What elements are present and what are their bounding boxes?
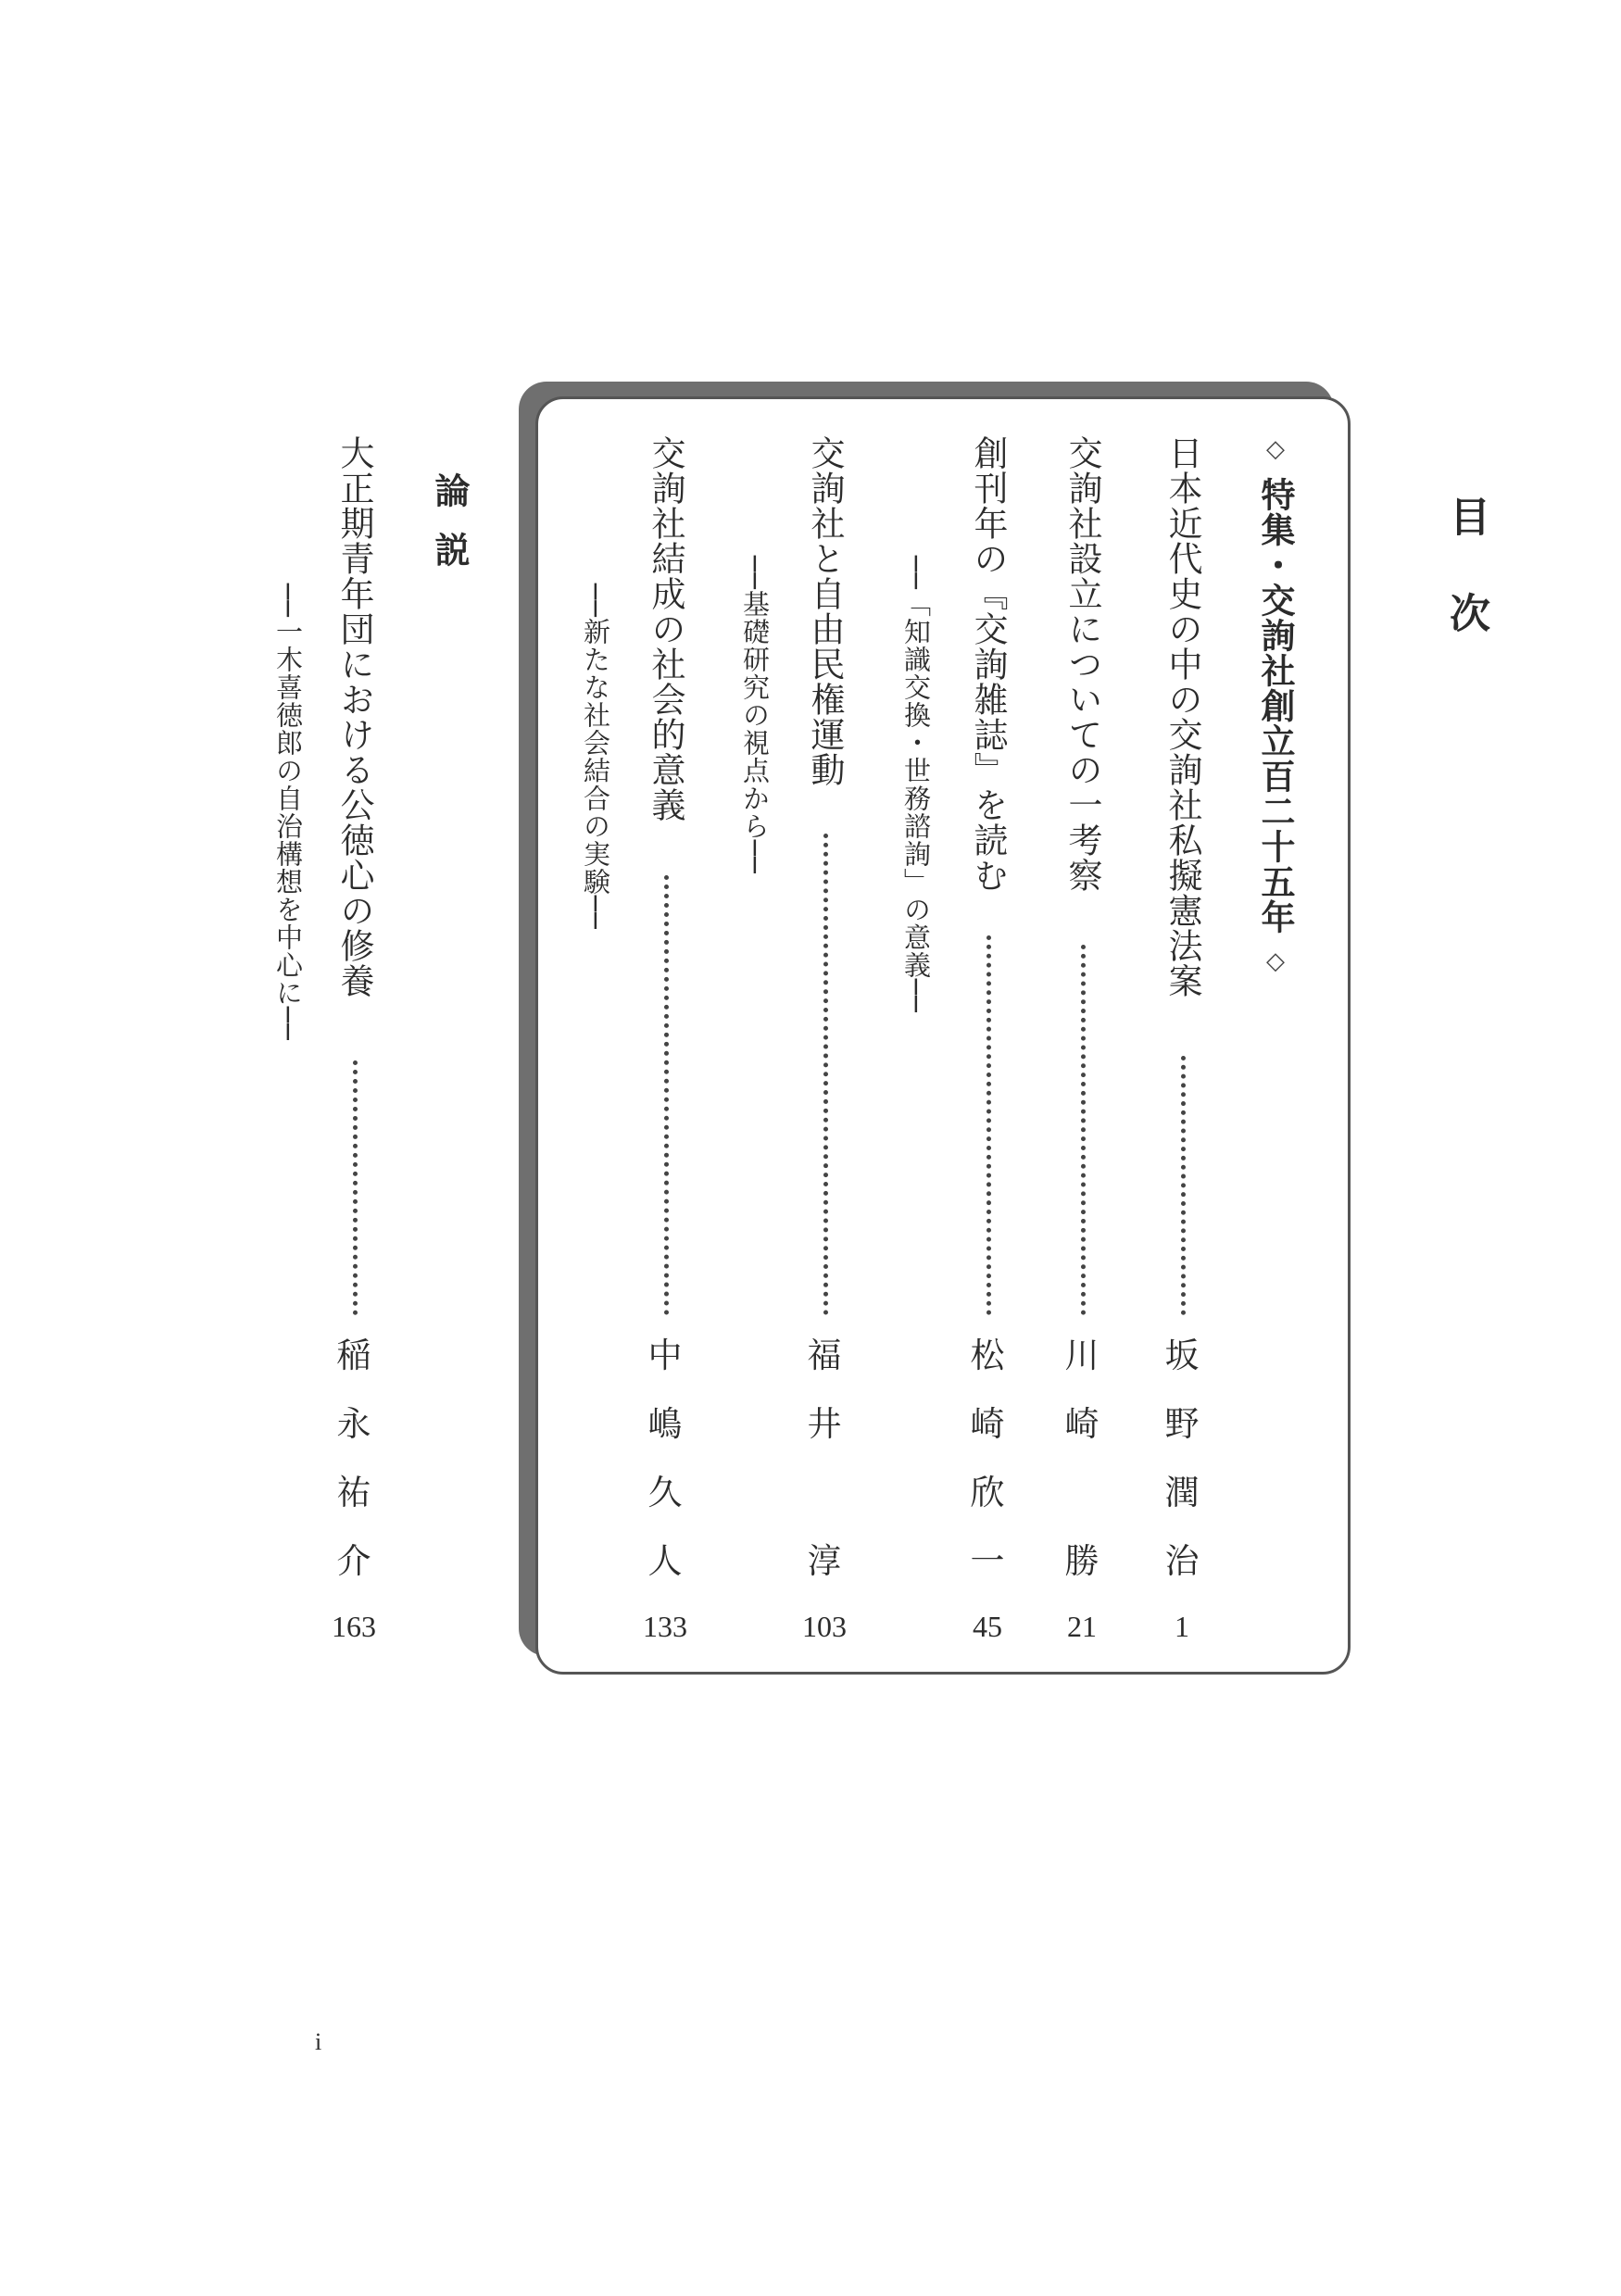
toc-entry-subtitle: ──一木喜徳郎の自治構想を中心に── (272, 583, 304, 1041)
toc-entry-subtitle: ──基礎研究の視点から── (739, 556, 771, 874)
ornament-top-icon: ◇ (1262, 435, 1289, 464)
leader-dots (1081, 945, 1086, 1315)
toc-entry-page[interactable]: 103 (802, 1610, 847, 1643)
toc-entry-author: 中 嶋 久 人 (647, 1336, 683, 1581)
toc-entry-title[interactable]: 日本近代史の中の交詢社私擬憲法案 (1162, 435, 1202, 998)
toc-entry-page[interactable]: 1 (1175, 1610, 1189, 1643)
leader-dots (353, 1060, 358, 1315)
toc-entry-title[interactable]: 交詢社と自由民権運動 (805, 435, 845, 787)
toc-entry-title[interactable]: 創刊年の『交詢雑誌』を読む (968, 435, 1008, 893)
feature-heading-text: 特集・交詢社創立百二十五年 (1255, 476, 1296, 935)
leader-dots (664, 875, 669, 1315)
toc-entry-page[interactable]: 45 (973, 1610, 1002, 1643)
toc-entry-title[interactable]: 大正期青年団における公徳心の修養 (334, 435, 374, 998)
toc-entry-author: 川 崎 勝 (1064, 1336, 1100, 1581)
toc-entry-page[interactable]: 21 (1067, 1610, 1097, 1643)
page-number: i (315, 2028, 322, 2055)
toc-entry-page[interactable]: 163 (332, 1610, 376, 1643)
ornament-bottom-icon: ◇ (1262, 947, 1289, 976)
leader-dots (823, 834, 828, 1315)
toc-entry-page[interactable]: 133 (643, 1610, 687, 1643)
toc-entry-author: 福 井 淳 (807, 1336, 842, 1581)
leader-dots (986, 935, 991, 1315)
toc-entry-subtitle: ──新たな社会結合の実験── (580, 583, 611, 930)
section-heading: 論説 (429, 472, 471, 591)
leader-dots (1181, 1056, 1186, 1315)
toc-entry-author: 松 崎 欣 一 (970, 1336, 1005, 1581)
page-title: 目次 (1442, 496, 1489, 688)
toc-entry-title[interactable]: 交詢社設立についての一考察 (1062, 435, 1102, 893)
toc-entry-author: 坂 野 潤 治 (1164, 1336, 1200, 1581)
feature-heading (1255, 435, 1296, 976)
toc-entry-title[interactable]: 交詢社結成の社会的意義 (646, 435, 685, 822)
toc-entry-author: 稲 永 祐 介 (336, 1336, 371, 1581)
toc-entry-subtitle: ──「知識交換・世務諮詢」の意義── (900, 556, 932, 1013)
